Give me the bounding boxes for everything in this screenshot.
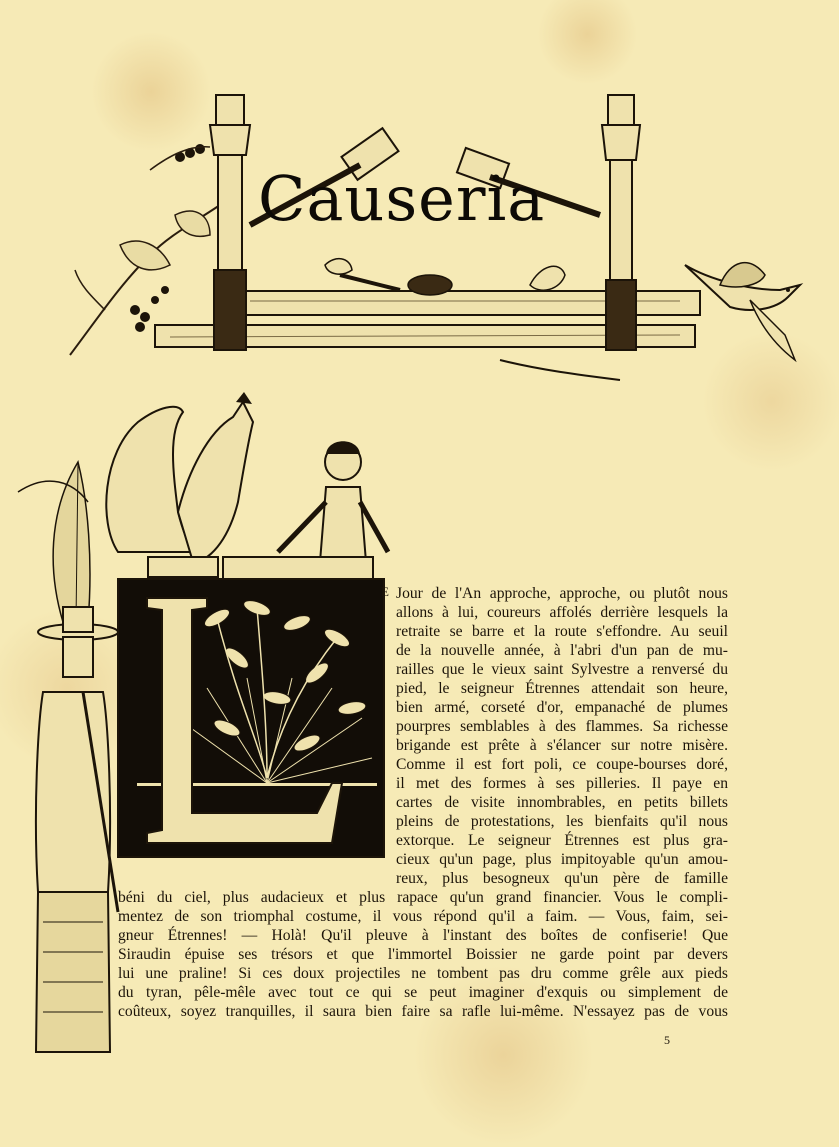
- text-line: cartes de visite innombrables, en petits billets: [396, 794, 728, 811]
- page-number: 5: [664, 1033, 670, 1047]
- text-line: de la nouvelle année, à l'abri d'un pan de mu-: [396, 642, 728, 659]
- text-line: brigande est prête à s'élancer sur notre misère.: [396, 737, 728, 754]
- text-line: du tyran, pêle-mêle avec tout ce qui se peut imaginer d'exquis ou simplement de: [118, 984, 728, 1001]
- text-line: Jour de l'An approche, approche, ou plutôt nous: [396, 585, 728, 602]
- text-line: cieux qu'un page, plus impitoyable qu'un amou-: [396, 851, 728, 868]
- text-line: pleins de protestations, les bienfaits qu'il nous: [396, 813, 728, 830]
- text-line: pourpres semblables à des flammes. Sa richesse: [396, 718, 728, 735]
- dropcap-ornament: [117, 578, 385, 858]
- text-line: extorque. Le seigneur Étrennes est plus gra-: [396, 832, 728, 849]
- text-line: reux, plus besogneux qu'un père de famille: [396, 870, 728, 887]
- text-line: béni du ciel, plus audacieux et plus rapace qu'un grand financier. Vous le compli-: [118, 889, 728, 906]
- text-line: retraite se barre et la route s'effondre. Au seuil: [396, 623, 728, 640]
- text-line: Siraudin épuise ses trésors et que l'immortel Boissier ne garde point par devers: [118, 946, 728, 963]
- text-line: Comme il est fort poli, ce coupe-bourses doré,: [396, 756, 728, 773]
- text-line: mentez de son triomphal costume, il vous répond qu'il a faim. — Vous, faim, sei-: [118, 908, 728, 925]
- page-title: Causeria: [258, 162, 546, 235]
- text-line: lui une praline! Si ces doux projectiles ne tombent pas dru comme grêle aux pieds: [118, 965, 728, 982]
- text-line: il met des formes à ses pilleries. Il paye en: [396, 775, 728, 792]
- small-cap-e: E: [381, 584, 389, 599]
- text-line: pied, le seigneur Étrennes attendait son heure,: [396, 680, 728, 697]
- text-line: gneur Étrennes! — Holà! Qu'il pleuve à l'instant des boîtes de confiserie! Que: [118, 927, 728, 944]
- text-line: bien armé, corseté d'or, empanaché de plumes: [396, 699, 728, 716]
- text-line: railles que le vieux saint Sylvestre a renversé du: [396, 661, 728, 678]
- text-line: coûteux, soyez tranquilles, il saura bien faire sa rafle lui-même. N'essayez pas de vous: [118, 1003, 728, 1020]
- text-line: allons à lui, coureurs affolés derrière lesquels la: [396, 604, 728, 621]
- header-illustration: [60, 85, 820, 385]
